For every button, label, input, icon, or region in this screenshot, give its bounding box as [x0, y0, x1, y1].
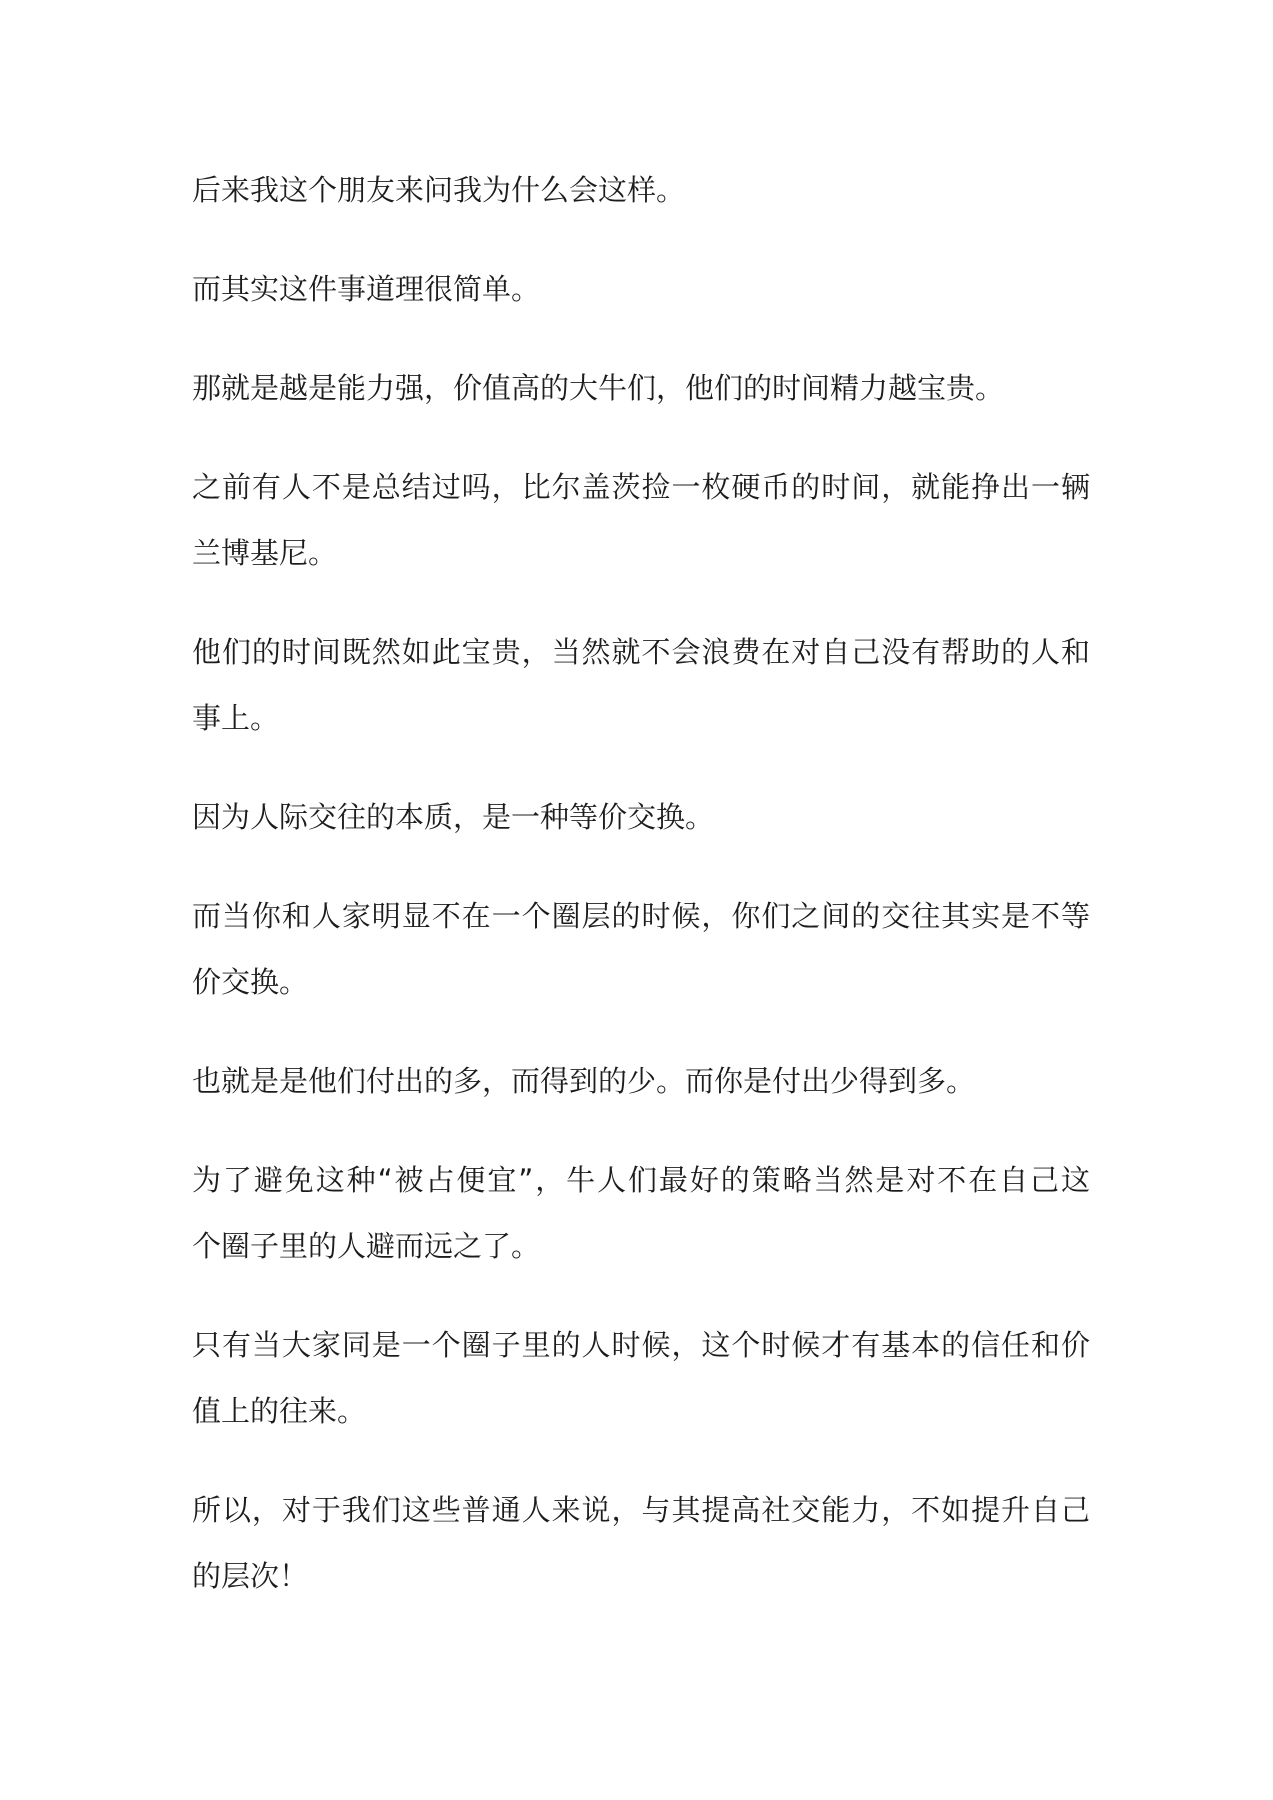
paragraph-line: 后来我这个朋友来问我为什么会这样。 [192, 173, 686, 207]
paragraph-line: 事上。 [192, 701, 280, 735]
paragraph [192, 454, 1090, 586]
paragraph [192, 1147, 1090, 1279]
paragraph-line: 而当你和人家明显不在一个圈层的时候，你们之间的交往其实是不等 [192, 899, 1090, 933]
document-body [192, 157, 1090, 1642]
paragraph-line: 而其实这件事道理很简单。 [192, 272, 541, 306]
paragraph-line: 因为人际交往的本质，是一种等价交换。 [192, 800, 715, 834]
paragraph-line: 只有当大家同是一个圈子里的人时候，这个时候才有基本的信任和价 [192, 1328, 1090, 1362]
paragraph-line: 也就是是他们付出的多，而得到的少。而你是付出少得到多。 [192, 1064, 976, 1098]
paragraph [192, 784, 1090, 850]
paragraph-line: 之前有人不是总结过吗，比尔盖茨捡一枚硬币的时间，就能挣出一辆 [192, 470, 1090, 504]
paragraph-line: 个圈子里的人避而远之了。 [192, 1229, 541, 1263]
paragraph-line: 兰博基尼。 [192, 536, 338, 570]
paragraph-line: 那就是越是能力强，价值高的大牛们，他们的时间精力越宝贵。 [192, 371, 1005, 405]
paragraph [192, 1477, 1090, 1609]
paragraph-line: 的层次！ [192, 1559, 309, 1593]
paragraph [192, 355, 1090, 421]
paragraph [192, 256, 1090, 322]
paragraph [192, 157, 1090, 223]
paragraph [192, 1312, 1090, 1444]
paragraph-line: 他们的时间既然如此宝贵，当然就不会浪费在对自己没有帮助的人和 [192, 635, 1090, 669]
paragraph-line: 价交换。 [192, 965, 309, 999]
paragraph-line: 为了避免这种“被占便宜”，牛人们最好的策略当然是对不在自己这 [192, 1163, 1090, 1197]
paragraph-line: 所以，对于我们这些普通人来说，与其提高社交能力，不如提升自己 [192, 1493, 1090, 1527]
paragraph-line: 值上的往来。 [192, 1394, 367, 1428]
paragraph [192, 883, 1090, 1015]
paragraph [192, 619, 1090, 751]
paragraph [192, 1048, 1090, 1114]
